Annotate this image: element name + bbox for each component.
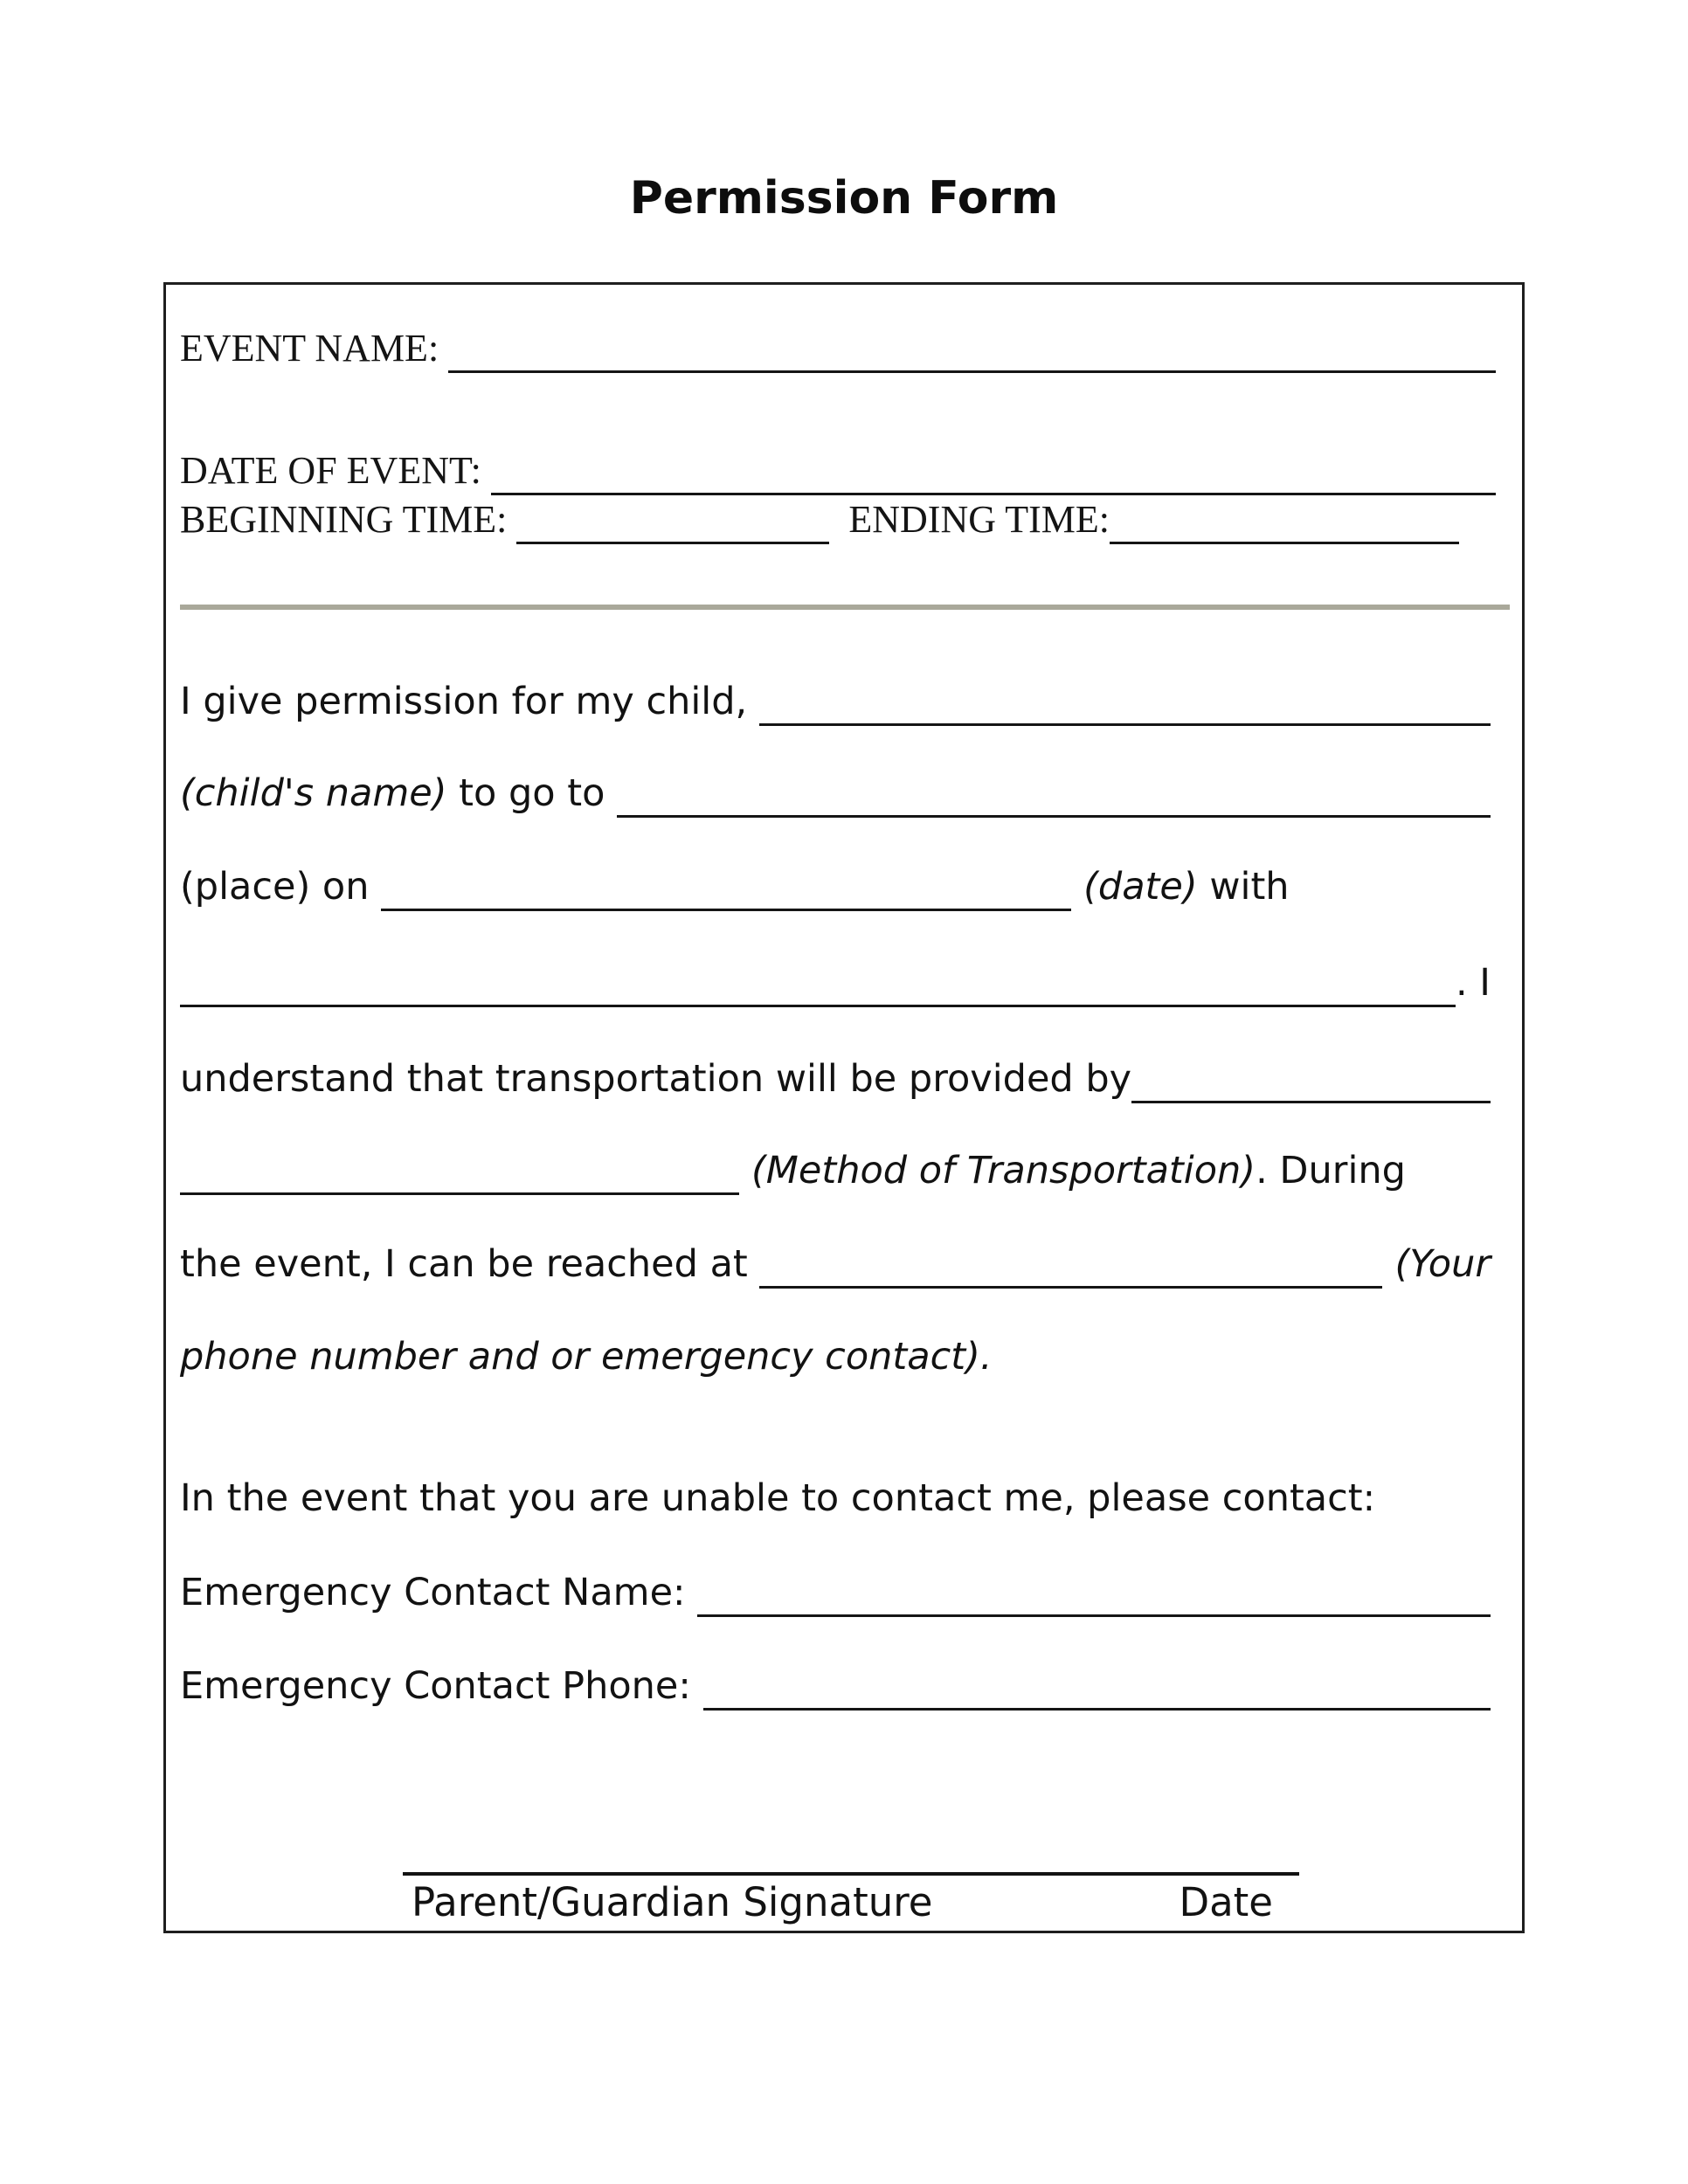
event-date-blank[interactable] [381,865,1071,911]
place-blank[interactable] [617,771,1491,818]
emergency-intro-text: In the event that you are unable to contact me, please contact: [180,1476,1376,1520]
date-label: Date [1179,1879,1273,1925]
paragraph-line [180,865,1491,911]
parent-guardian-signature-label: Parent/Guardian Signature [412,1879,933,1925]
date-of-event-blank[interactable] [491,448,1496,495]
date-hint: (date) [1083,865,1198,909]
your-hint-start: (Your [1394,1242,1491,1286]
event-name-label: EVENT NAME: [180,327,449,370]
ending-time-blank[interactable] [1110,497,1459,544]
emergency-contact-phone-label: Emergency Contact Phone: [180,1664,703,1708]
signature-labels [403,1876,1299,1925]
times-row [180,497,1496,544]
form-title: Permission Form [629,172,1059,225]
paragraph-line [180,1057,1491,1103]
paragraph-line [180,1242,1491,1289]
chaperone-blank[interactable] [180,961,1456,1007]
paragraph-line [180,771,1491,818]
emergency-contact-name-label: Emergency Contact Name: [180,1571,698,1614]
beginning-time-label: BEGINNING TIME: [180,498,517,541]
section-divider [180,605,1510,610]
emergency-contact-phone-blank[interactable] [703,1664,1491,1711]
date-of-event-label: DATE OF EVENT: [180,449,491,492]
childs-name-hint: (child's name) [180,771,447,815]
paragraph-line [180,1149,1491,1195]
method-of-transportation-hint: (Method of Transportation) [751,1149,1256,1192]
paragraph-line [180,680,1491,726]
emergency-name-row [180,1571,1491,1617]
ending-time-label: ENDING TIME: [848,498,1110,541]
beginning-time-blank[interactable] [516,497,829,544]
child-name-blank[interactable] [759,680,1491,726]
phone-emergency-hint: phone number and or emergency contact). [180,1335,993,1379]
during-text: . During [1256,1149,1406,1192]
signature-block [403,1872,1299,1925]
permission-text: I give permission for my child, [180,680,759,723]
sentence-end-text: . I [1455,961,1491,1005]
date-of-event-row [180,448,1496,495]
transportation-text: understand that transportation will be provided by [180,1057,1132,1101]
form-box [163,282,1525,1933]
event-name-row [180,326,1496,373]
emergency-contact-name-blank[interactable] [697,1571,1491,1617]
reached-at-text: the event, I can be reached at [180,1242,760,1286]
place-on-text: (place) on [180,865,382,909]
with-text: with [1197,865,1290,909]
to-go-to-text: to go to [446,771,618,815]
paragraph-line [180,961,1491,1007]
transportation-provider-blank[interactable] [1131,1057,1491,1103]
transportation-method-blank[interactable] [180,1149,739,1195]
paragraph-line [180,1335,1491,1379]
emergency-intro-line [180,1476,1491,1520]
reachable-phone-blank[interactable] [759,1242,1382,1289]
emergency-phone-row [180,1664,1491,1711]
event-name-blank[interactable] [448,326,1496,373]
